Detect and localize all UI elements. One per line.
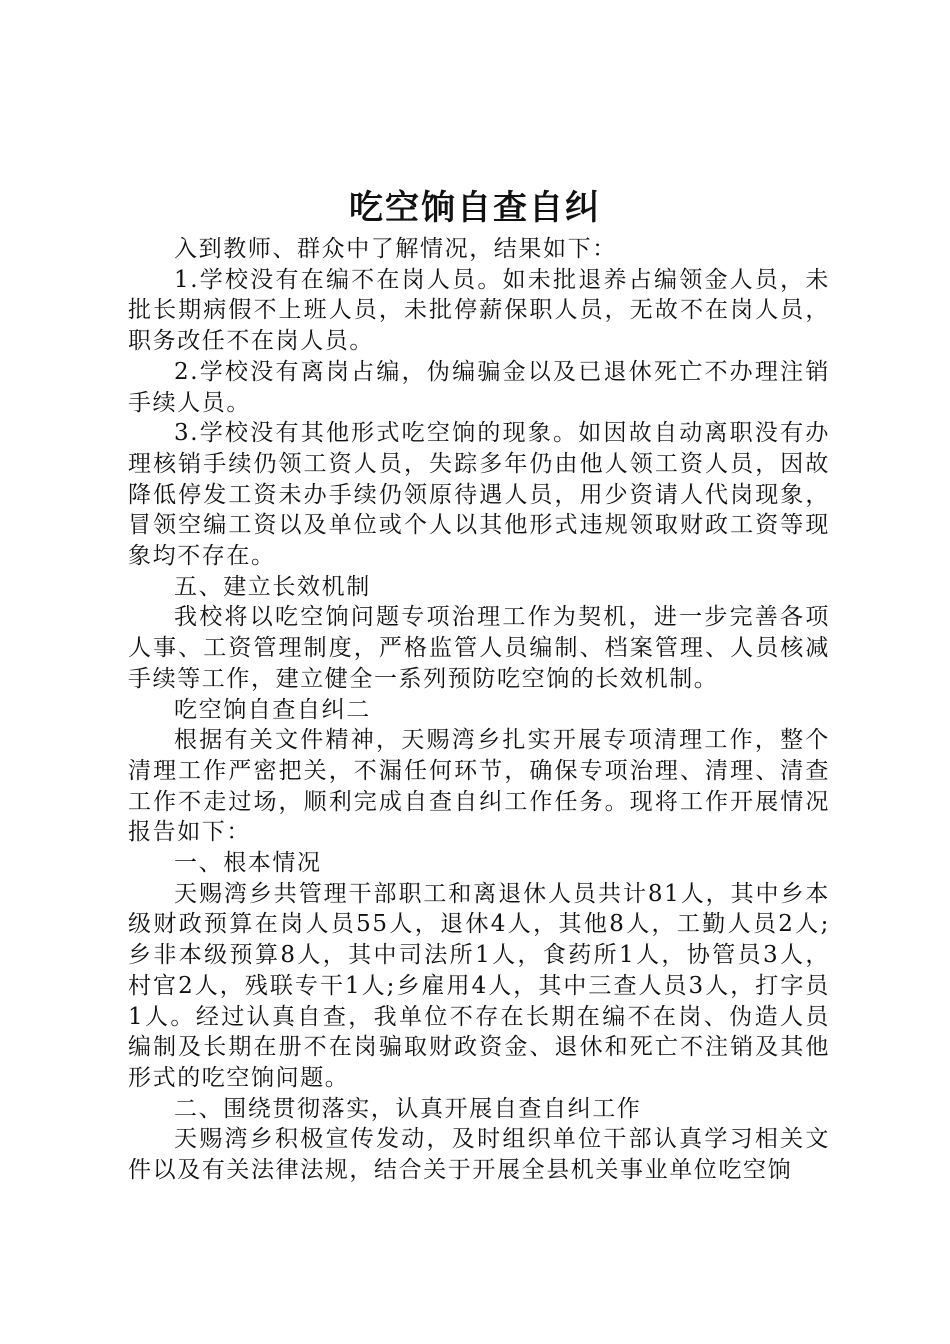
- paragraph: 入到教师、群众中了解情况，结果如下：: [174, 236, 617, 262]
- paragraph: 天赐湾乡共管理干部职工和离退休人员共计81人，其中乡本级财政预算在岗人员55人，退休4人，其他8人，工勤人员2人;乡非本级预算8人，其中司法所1人，食药所1人，协管员3人，村官2人，残联专干1人;乡雇用4人，其中三查人员3人，打字员1人。经过认真自查，我单位不存在长期在编不在岗、伪造人员编制及长期在册不在岗骗取财政资金、退休和死亡不注销及其他形式的吃空饷问题。: [128, 880, 830, 1091]
- paragraph: 天赐湾乡积极宣传发动，及时组织单位干部认真学习相关文件以及有关法律法规，结合关于开展全县机关事业单位吃空饷: [128, 1126, 830, 1184]
- document-title: 吃空饷自查自纠: [349, 188, 601, 228]
- section-heading: 五、建立长效机制: [174, 573, 371, 600]
- section-heading: 一、根本情况: [174, 850, 322, 877]
- section-heading: 吃空饷自查自纠二: [174, 696, 371, 723]
- paragraph: 2.学校没有离岗占编，伪编骗金以及已退休死亡不办理注销手续人员。: [128, 358, 830, 416]
- paragraph: 我校将以吃空饷问题专项治理工作为契机，进一步完善各项人事、工资管理制度，严格监管人员编制、档案管理、人员核减手续等工作，建立健全一系列预防吃空饷的长效机制。: [128, 604, 830, 692]
- paragraph: 1.学校没有在编不在岗人员。如未批退养占编领金人员，未批长期病假不上班人员，未批停薪保职人员，无故不在岗人员，职务改任不在岗人员。: [128, 266, 830, 355]
- paragraph: 3.学校没有其他形式吃空饷的现象。如因故自动离职没有办理核销手续仍领工资人员，失踪多年仍由他人领工资人员，因故降低停发工资未办手续仍领原待遇人员，用少资请人代岗现象，冒领空编工资以及单位或个人以其他形式违规领取财政工资等现象均不存在。: [128, 420, 830, 570]
- paragraph: 根据有关文件精神，天赐湾乡扎实开展专项清理工作，整个清理工作严密把关，不漏任何环节，确保专项治理、清理、清查工作不走过场，顺利完成自查自纠工作任务。现将工作开展情况报告如下：: [128, 727, 830, 846]
- document-body: [128, 234, 830, 1186]
- section-heading: 二、围绕贯彻落实，认真开展自查自纠工作: [174, 1095, 642, 1122]
